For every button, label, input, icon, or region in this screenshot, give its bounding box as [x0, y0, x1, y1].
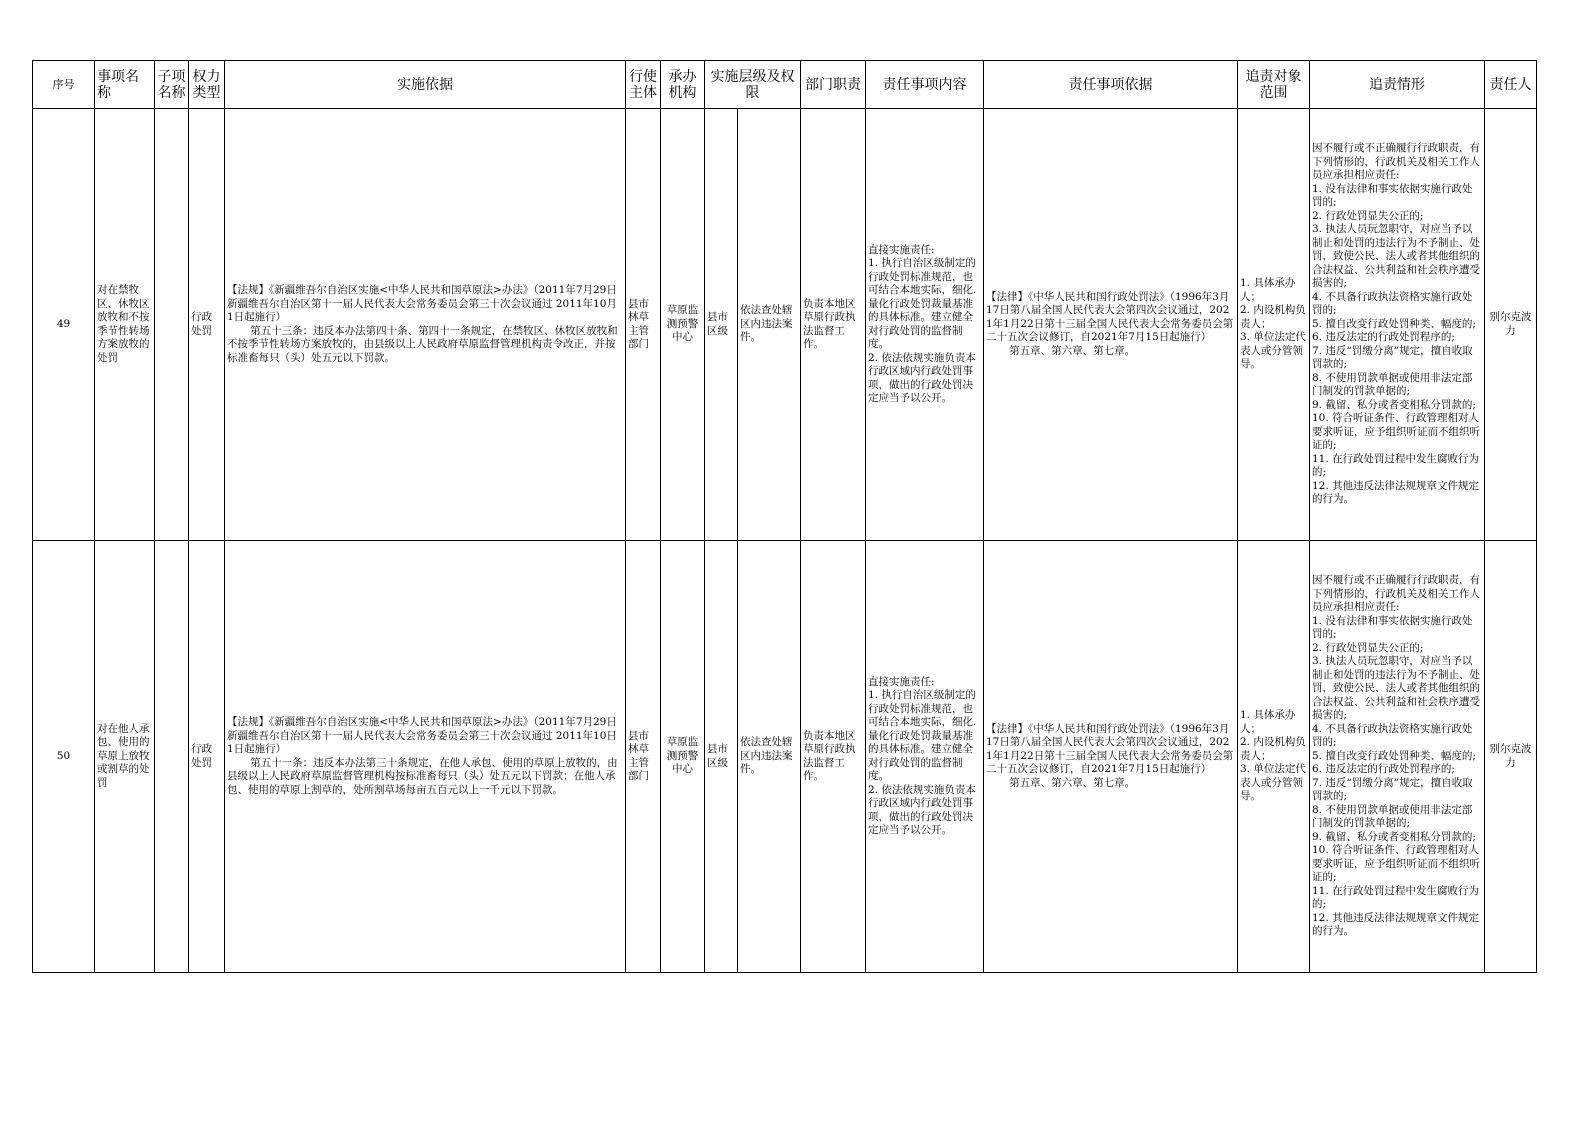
cell-resp-content: [866, 541, 984, 973]
scope-line: 2. 内设机构负责人；: [1240, 736, 1306, 762]
cell-power-type: 行政处罚: [189, 109, 225, 541]
situation-line: 3. 执法人员玩忽职守，对应当予以制止和处罚的违法行为不予制止、处罚，致使公民、法人或者其他组织的合法权益、公共利益和社会秩序遭受损害的;: [1312, 223, 1480, 290]
situation-line: 12. 其他违反法律法规规章文件规定的行为。: [1312, 911, 1480, 938]
table-header-row: [33, 61, 1537, 109]
situation-line: 因不履行或不正确履行行政职责，有下列情形的，行政机关及相关工作人员应承担相应责任:: [1312, 142, 1480, 182]
cell-sub-name: [155, 109, 189, 541]
cell-person: 别尔克波力: [1485, 109, 1537, 541]
header-level: 实施层级及权限: [705, 61, 801, 109]
cell-level-b: 依法查处辖区内违法案件。: [738, 541, 801, 973]
resp-content-line: 1. 执行自治区级制定的行政处罚标准规范，也可结合本地实际，细化. 量化行政处罚裁量基准的具体标准。建立健全对行政处罚的监督制度。: [868, 689, 977, 782]
cell-level-a: 县市区级: [705, 541, 738, 973]
header-item-name: 事项名称: [95, 61, 155, 109]
situation-line: 1. 没有法律和事实依据实施行政处罚的;: [1312, 614, 1473, 641]
header-scope: 追责对象范围: [1238, 61, 1310, 109]
situation-line: 11. 在行政处罚过程中发生腐败行为的;: [1312, 884, 1480, 911]
responsibility-table: [32, 60, 1537, 973]
header-sub-name: 子项名称: [155, 61, 189, 109]
situation-line: 8. 不使用罚款单据或使用非法定部门制发的罚款单据的;: [1312, 803, 1473, 830]
cell-duty: 负责本地区草原行政执法监督工作。: [801, 109, 866, 541]
situation-line: 4. 不具备行政执法资格实施行政处罚的;: [1312, 290, 1473, 317]
cell-duty: 负责本地区草原行政执法监督工作。: [801, 541, 866, 973]
header-basis: 实施依据: [225, 61, 626, 109]
situation-line: 12. 其他违反法律法规规章文件规定的行为。: [1312, 479, 1480, 506]
situation-line: 5. 擅自改变行政处罚种类、幅度的;: [1312, 749, 1476, 762]
cell-seq: 50: [33, 541, 95, 973]
cell-subject: 县市林草主管部门: [626, 109, 661, 541]
resp-basis-body: 第五章、第六章、第七章。: [1009, 344, 1136, 357]
situation-line: 5. 擅自改变行政处罚种类、幅度的;: [1312, 317, 1476, 330]
scope-line: 3. 单位法定代表人或分管领导。: [1240, 331, 1306, 371]
cell-situation: [1310, 541, 1485, 973]
header-seq: 序号: [33, 61, 95, 109]
cell-item-name: 对在禁牧区、休牧区放牧和不按季节性转场方案放牧的处罚: [95, 109, 155, 541]
cell-sub-name: [155, 541, 189, 973]
header-subject: 行使主体: [626, 61, 661, 109]
situation-line: 1. 没有法律和事实依据实施行政处罚的;: [1312, 182, 1473, 209]
situation-line: 8. 不使用罚款单据或使用非法定部门制发的罚款单据的;: [1312, 371, 1473, 398]
situation-line: 因不履行或不正确履行行政职责，有下列情形的，行政机关及相关工作人员应承担相应责任:: [1312, 574, 1480, 614]
situation-line: 6. 违反法定的行政处罚程序的;: [1312, 331, 1455, 344]
basis-head: 【法规】《新疆维吾尔自治区实施<中华人民共和国草原法>办法》（2011年7月29日新疆维吾尔自治区第十一届人民代表大会常务委员会第三十次会议通过 2011年10日1日起施行）: [227, 716, 617, 755]
table-row: [33, 109, 1537, 541]
cell-scope: [1238, 541, 1310, 973]
situation-line: 9. 截留、私分或者变相私分罚款的;: [1312, 830, 1476, 843]
situation-line: 6. 违反法定的行政处罚程序的;: [1312, 763, 1455, 776]
cell-item-name: 对在他人承包、使用的草原上放牧或割草的处罚: [95, 541, 155, 973]
cell-level-a: 县市区级: [705, 109, 738, 541]
cell-org: 草原监测预警中心: [661, 109, 705, 541]
scope-line: 1. 具体承办人；: [1240, 277, 1296, 303]
cell-scope: [1238, 109, 1310, 541]
situation-line: 7. 违反“罚缴分离”规定，擅自收取罚款的;: [1312, 344, 1473, 371]
situation-line: 10. 符合听证条件、行政管理相对人要求听证，应予组织听证而不组织听证的;: [1312, 844, 1480, 884]
scope-line: 3. 单位法定代表人或分管领导。: [1240, 763, 1306, 803]
cell-resp-basis: [984, 541, 1238, 973]
cell-level-b: 依法查处辖区内违法案件。: [738, 109, 801, 541]
situation-line: 11. 在行政处罚过程中发生腐败行为的;: [1312, 452, 1480, 479]
situation-line: 10. 符合听证条件、行政管理相对人要求听证，应予组织听证而不组织听证的;: [1312, 412, 1480, 452]
resp-basis-head: 【法律】《中华人民共和国行政处罚法》（1996年3月17日第八届全国人民代表大会第四次会议通过，2021年1月22日第十三届全国人民代表大会常务委员会第二十五次会议修订，自2021年7月15日起施行）: [986, 290, 1234, 344]
basis-head: 【法规】《新疆维吾尔自治区实施<中华人民共和国草原法>办法》（2011年7月29日新疆维吾尔自治区第十一届人民代表大会常务委员会第三十次会议通过 2011年10月1日起施行）: [227, 284, 617, 323]
cell-basis: [225, 109, 626, 541]
cell-situation: [1310, 109, 1485, 541]
cell-person: 别尔克波力: [1485, 541, 1537, 973]
header-resp-basis: 责任事项依据: [984, 61, 1238, 109]
resp-content-line: 1. 执行自治区级制定的行政处罚标准规范，也可结合本地实际，细化. 量化行政处罚裁量基准的具体标准。建立健全对行政处罚的监督制度。: [868, 257, 977, 350]
resp-basis-body: 第五章、第六章、第七章。: [1009, 776, 1136, 789]
basis-body: 第五十三条：违反本办法第四十条、第四十一条规定，在禁牧区、休牧区放牧和不按季节性转场方案放牧的，由县级以上人民政府草原监督管理机构责令改正，并按标准畜每只（头）处五元以下罚款。: [227, 324, 618, 364]
cell-resp-content: [866, 109, 984, 541]
basis-body: 第五十一条：违反本办法第三十条规定，在他人承包、使用的草原上放牧的，由县级以上人民政府草原监督管理机构按标准畜每只（头）处五元以下罚款；在他人承包、使用的草原上割草的，处所割草场每亩五百元以上一千元以下罚款。: [227, 756, 618, 796]
resp-content-line: 2. 依法依规实施负责本行政区域内行政处罚事项，做出的行政处罚决定应当予以公开。: [868, 351, 976, 404]
situation-line: 9. 截留、私分或者变相私分罚款的;: [1312, 398, 1476, 411]
header-person: 责任人: [1485, 61, 1537, 109]
cell-subject: 县市林草主管部门: [626, 541, 661, 973]
header-duty: 部门职责: [801, 61, 866, 109]
situation-line: 3. 执法人员玩忽职守，对应当予以制止和处罚的违法行为不予制止、处罚，致使公民、法人或者其他组织的合法权益、公共利益和社会秩序遭受损害的;: [1312, 655, 1480, 722]
cell-power-type: 行政处罚: [189, 541, 225, 973]
header-power-type: 权力类型: [189, 61, 225, 109]
scope-line: 2. 内设机构负责人；: [1240, 304, 1306, 330]
scope-line: 1. 具体承办人；: [1240, 709, 1296, 735]
situation-line: 4. 不具备行政执法资格实施行政处罚的;: [1312, 722, 1473, 749]
cell-org: 草原监测预警中心: [661, 541, 705, 973]
situation-line: 7. 违反“罚缴分离”规定，擅自收取罚款的;: [1312, 776, 1473, 803]
resp-content-line: 直接实施责任:: [868, 675, 935, 688]
cell-resp-basis: [984, 109, 1238, 541]
cell-basis: [225, 541, 626, 973]
table-row: [33, 541, 1537, 973]
situation-line: 2. 行政处罚显失公正的;: [1312, 641, 1424, 654]
situation-line: 2. 行政处罚显失公正的;: [1312, 209, 1424, 222]
header-situation: 追责情形: [1310, 61, 1485, 109]
header-org: 承办机构: [661, 61, 705, 109]
resp-basis-head: 【法律】《中华人民共和国行政处罚法》（1996年3月17日第八届全国人民代表大会第四次会议通过，2021年1月22日第十三届全国人民代表大会常务委员会第二十五次会议修订，自2021年7月15日起施行）: [986, 722, 1234, 776]
cell-seq: 49: [33, 109, 95, 541]
resp-content-line: 直接实施责任:: [868, 243, 935, 256]
header-resp-content: 责任事项内容: [866, 61, 984, 109]
resp-content-line: 2. 依法依规实施负责本行政区域内行政处罚事项，做出的行政处罚决定应当予以公开。: [868, 783, 976, 836]
